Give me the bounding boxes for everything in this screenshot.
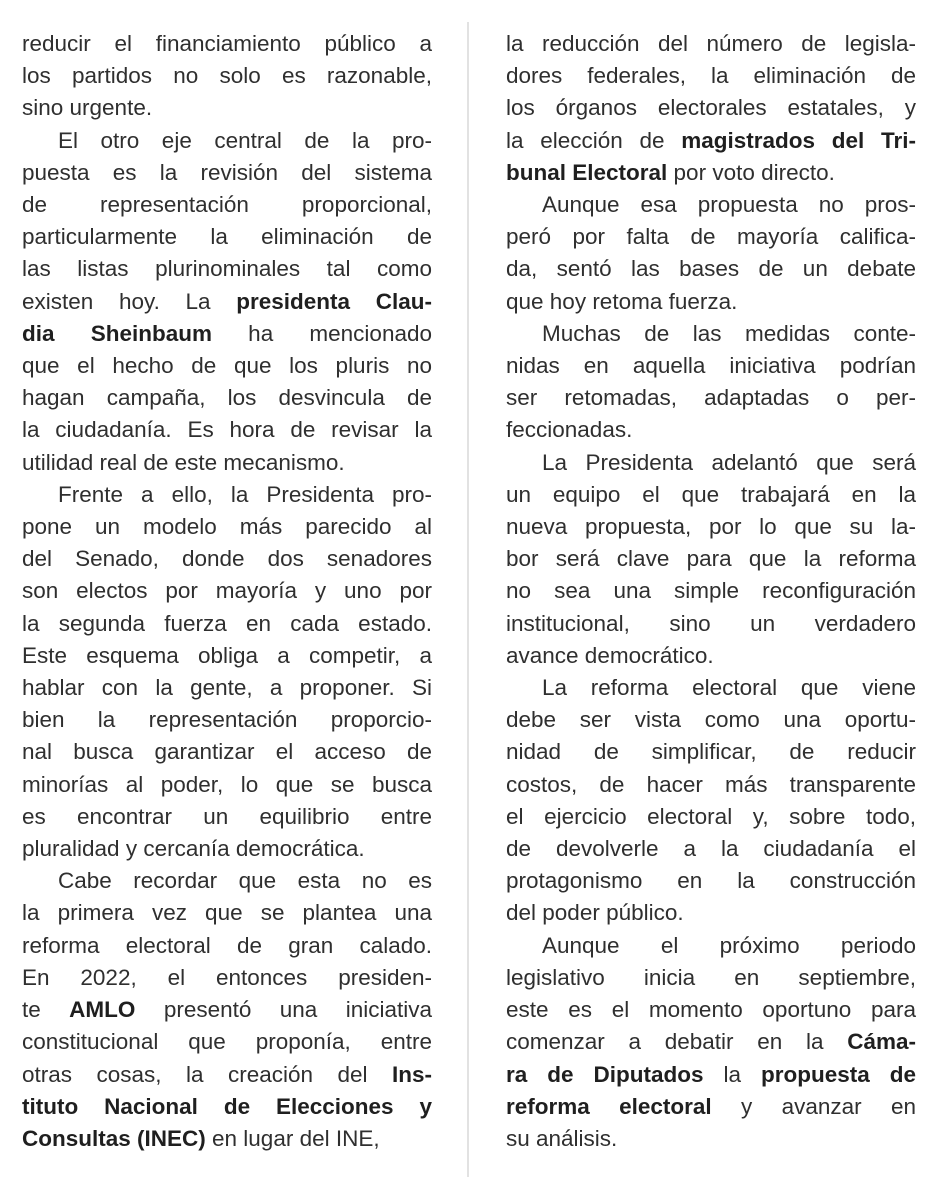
text-run: los órganos electorales estatales, y	[506, 95, 916, 121]
text-line	[506, 1123, 916, 1155]
article-paragraph	[506, 28, 916, 189]
text-run: hagan campaña, los desvincula de	[22, 385, 432, 411]
text-run: La reforma electoral que viene	[542, 675, 916, 701]
text-line	[506, 447, 916, 479]
text-line	[506, 543, 916, 575]
text-run: de devolverle a la ciudadanía el	[506, 836, 916, 862]
text-run: hablar con la gente, a proponer. Si	[22, 675, 432, 701]
text-run: El otro eje central de la pro-	[58, 127, 432, 153]
text-line	[22, 382, 432, 414]
bold-text-run: Cáma-	[847, 1029, 916, 1055]
text-run: bor será clave para que la reforma	[506, 546, 916, 572]
text-line	[22, 865, 432, 897]
text-run: Muchas de las medidas conte-	[542, 320, 916, 346]
text-run: nal busca garantizar el acceso de	[22, 739, 432, 765]
text-line	[22, 608, 432, 640]
text-run: los partidos no solo es razonable,	[22, 63, 432, 89]
bold-text-run: Consultas (INEC)	[22, 1125, 206, 1151]
text-run: utilidad real de este mecanismo.	[22, 449, 345, 475]
text-run: la reducción del número de legisla-	[506, 31, 916, 56]
text-run: La Presidenta adelantó que será	[542, 449, 916, 475]
text-run: ha mencionado	[211, 320, 432, 346]
text-run: son electos por mayoría y uno por	[22, 578, 432, 604]
text-line	[506, 833, 916, 865]
text-line	[506, 189, 916, 221]
text-run: por voto directo.	[667, 159, 835, 185]
text-run: avance democrático.	[506, 642, 714, 668]
text-line	[22, 801, 432, 833]
text-run: reforma electoral de gran calado.	[22, 932, 432, 958]
text-line	[22, 1059, 432, 1091]
text-run: las listas plurinominales tal como	[22, 256, 432, 282]
article-column-right	[506, 28, 916, 1155]
text-run: su análisis.	[506, 1125, 618, 1151]
text-line	[506, 1091, 916, 1123]
text-line	[506, 736, 916, 768]
bold-text-run: tituto Nacional de Elecciones y	[22, 1093, 432, 1119]
article-paragraph	[22, 28, 432, 125]
text-line	[506, 865, 916, 897]
text-run: nidad de simplificar, de reducir	[506, 739, 916, 765]
text-line	[22, 157, 432, 189]
text-run: del poder público.	[506, 900, 684, 926]
text-run: otras cosas, la creación del	[22, 1061, 392, 1087]
text-line	[22, 479, 432, 511]
text-line	[506, 382, 916, 414]
text-run: legislativo inicia en septiembre,	[506, 964, 916, 990]
text-line	[506, 672, 916, 704]
bold-text-run: AMLO	[69, 997, 136, 1023]
text-line	[22, 640, 432, 672]
text-run: reducir el financiamiento público a	[22, 31, 432, 56]
text-run: un equipo el que trabajará en la	[506, 481, 916, 507]
text-line	[506, 511, 916, 543]
text-run: costos, de hacer más transparente	[506, 771, 916, 797]
text-line	[22, 92, 432, 124]
bold-text-run: presidenta Clau-	[236, 288, 432, 314]
text-run: que hoy retoma fuerza.	[506, 288, 738, 314]
text-line	[22, 930, 432, 962]
text-run: no sea una simple reconfiguración	[506, 578, 916, 604]
text-line	[506, 801, 916, 833]
text-run: nidas en aquella iniciativa podrían	[506, 353, 916, 379]
text-run: feccionadas.	[506, 417, 633, 443]
text-line	[506, 704, 916, 736]
text-run: bien la representación proporcio-	[22, 707, 432, 733]
text-line	[22, 350, 432, 382]
text-line	[22, 1123, 432, 1155]
text-line	[22, 897, 432, 929]
text-line	[22, 543, 432, 575]
text-line	[22, 318, 432, 350]
article-paragraph	[22, 125, 432, 479]
text-line	[22, 1026, 432, 1058]
text-line	[506, 769, 916, 801]
text-line	[506, 897, 916, 929]
bold-text-run: magistrados del Tri-	[681, 127, 916, 153]
text-run: la elección de	[506, 127, 682, 153]
text-line	[506, 157, 916, 189]
text-run: En 2022, el entonces presiden-	[22, 964, 432, 990]
article-paragraph	[506, 189, 916, 318]
text-run: que el hecho de que los pluris no	[22, 353, 432, 379]
text-line	[506, 125, 916, 157]
text-run: comenzar a debatir en la	[506, 1029, 848, 1055]
bold-text-run: Ins-	[391, 1061, 432, 1087]
text-run: del Senado, donde dos senadores	[22, 546, 432, 572]
text-run: la	[703, 1061, 761, 1087]
text-line	[506, 414, 916, 446]
text-line	[506, 350, 916, 382]
text-line	[22, 994, 432, 1026]
text-line	[506, 221, 916, 253]
text-run: te	[22, 997, 70, 1023]
text-run: nueva propuesta, por lo que su la-	[506, 514, 916, 540]
article-paragraph	[22, 865, 432, 1155]
text-line	[506, 318, 916, 350]
text-run: existen hoy. La	[22, 288, 237, 314]
text-line	[506, 962, 916, 994]
text-run: dores federales, la eliminación de	[506, 63, 916, 89]
text-line	[506, 930, 916, 962]
article-paragraph	[506, 447, 916, 672]
text-run: presentó una iniciativa	[135, 997, 432, 1023]
text-run: Este esquema obliga a competir, a	[22, 642, 432, 668]
text-run: pone un modelo más parecido al	[22, 514, 432, 540]
text-run: particularmente la eliminación de	[22, 224, 432, 250]
text-line	[506, 479, 916, 511]
text-run: minorías al poder, lo que se busca	[22, 771, 432, 797]
text-line	[22, 769, 432, 801]
text-line	[22, 962, 432, 994]
text-run: la ciudadanía. Es hora de revisar la	[22, 417, 432, 443]
text-run: protagonismo en la construcción	[506, 868, 916, 894]
text-line	[22, 286, 432, 318]
text-line	[506, 608, 916, 640]
text-line	[22, 575, 432, 607]
text-line	[506, 1026, 916, 1058]
text-line	[22, 221, 432, 253]
bold-text-run: propuesta de	[760, 1061, 916, 1087]
text-run: debe ser vista como una oportu-	[506, 707, 916, 733]
bold-text-run: bunal Electoral	[506, 159, 668, 185]
text-line	[506, 575, 916, 607]
text-run: constitucional que proponía, entre	[22, 1029, 432, 1055]
text-run: Aunque el próximo periodo	[542, 932, 916, 958]
text-line	[506, 994, 916, 1026]
text-line	[506, 286, 916, 318]
article-column-left	[22, 28, 432, 1155]
text-line	[22, 672, 432, 704]
text-run: Cabe recordar que esta no es	[58, 868, 432, 894]
text-line	[22, 189, 432, 221]
text-line	[22, 704, 432, 736]
article-paragraph	[22, 479, 432, 865]
text-line	[22, 60, 432, 92]
text-line	[506, 640, 916, 672]
text-line	[22, 833, 432, 865]
column-divider	[467, 22, 469, 1177]
text-run: Frente a ello, la Presidenta pro-	[58, 481, 432, 507]
text-run: el ejercicio electoral y, sobre todo,	[506, 803, 916, 829]
text-line	[22, 125, 432, 157]
text-line	[22, 414, 432, 446]
bold-text-run: reforma electoral	[506, 1093, 712, 1119]
text-line	[506, 28, 916, 60]
text-run: en lugar del INE,	[205, 1125, 380, 1151]
text-run: Aunque esa propuesta no pros-	[542, 192, 916, 218]
text-run: este es el momento oportuno para	[506, 997, 916, 1023]
text-line	[22, 511, 432, 543]
bold-text-run: ra de Diputados	[506, 1061, 704, 1087]
text-run: puesta es la revisión del sistema	[22, 159, 432, 185]
text-line	[22, 253, 432, 285]
text-run: sino urgente.	[22, 95, 153, 121]
text-line	[506, 253, 916, 285]
text-run: de representación proporcional,	[22, 192, 432, 218]
text-line	[506, 92, 916, 124]
text-line	[22, 447, 432, 479]
article-paragraph	[506, 318, 916, 447]
text-run: peró por falta de mayoría califica-	[506, 224, 916, 250]
text-run: pluralidad y cercanía democrática.	[22, 836, 365, 862]
text-line	[22, 736, 432, 768]
article-paragraph	[506, 930, 916, 1155]
text-run: la segunda fuerza en cada estado.	[22, 610, 432, 636]
article-paragraph	[506, 672, 916, 930]
bold-text-run: dia Sheinbaum	[22, 320, 212, 346]
text-run: da, sentó las bases de un debate	[506, 256, 916, 282]
text-line	[506, 1059, 916, 1091]
text-run: y avanzar en	[711, 1093, 916, 1119]
text-run: ser retomadas, adaptadas o per-	[506, 385, 916, 411]
text-run: institucional, sino un verdadero	[506, 610, 916, 636]
text-run: es encontrar un equilibrio entre	[22, 803, 432, 829]
text-line	[22, 28, 432, 60]
text-line	[22, 1091, 432, 1123]
text-line	[506, 60, 916, 92]
text-run: la primera vez que se plantea una	[22, 900, 432, 926]
